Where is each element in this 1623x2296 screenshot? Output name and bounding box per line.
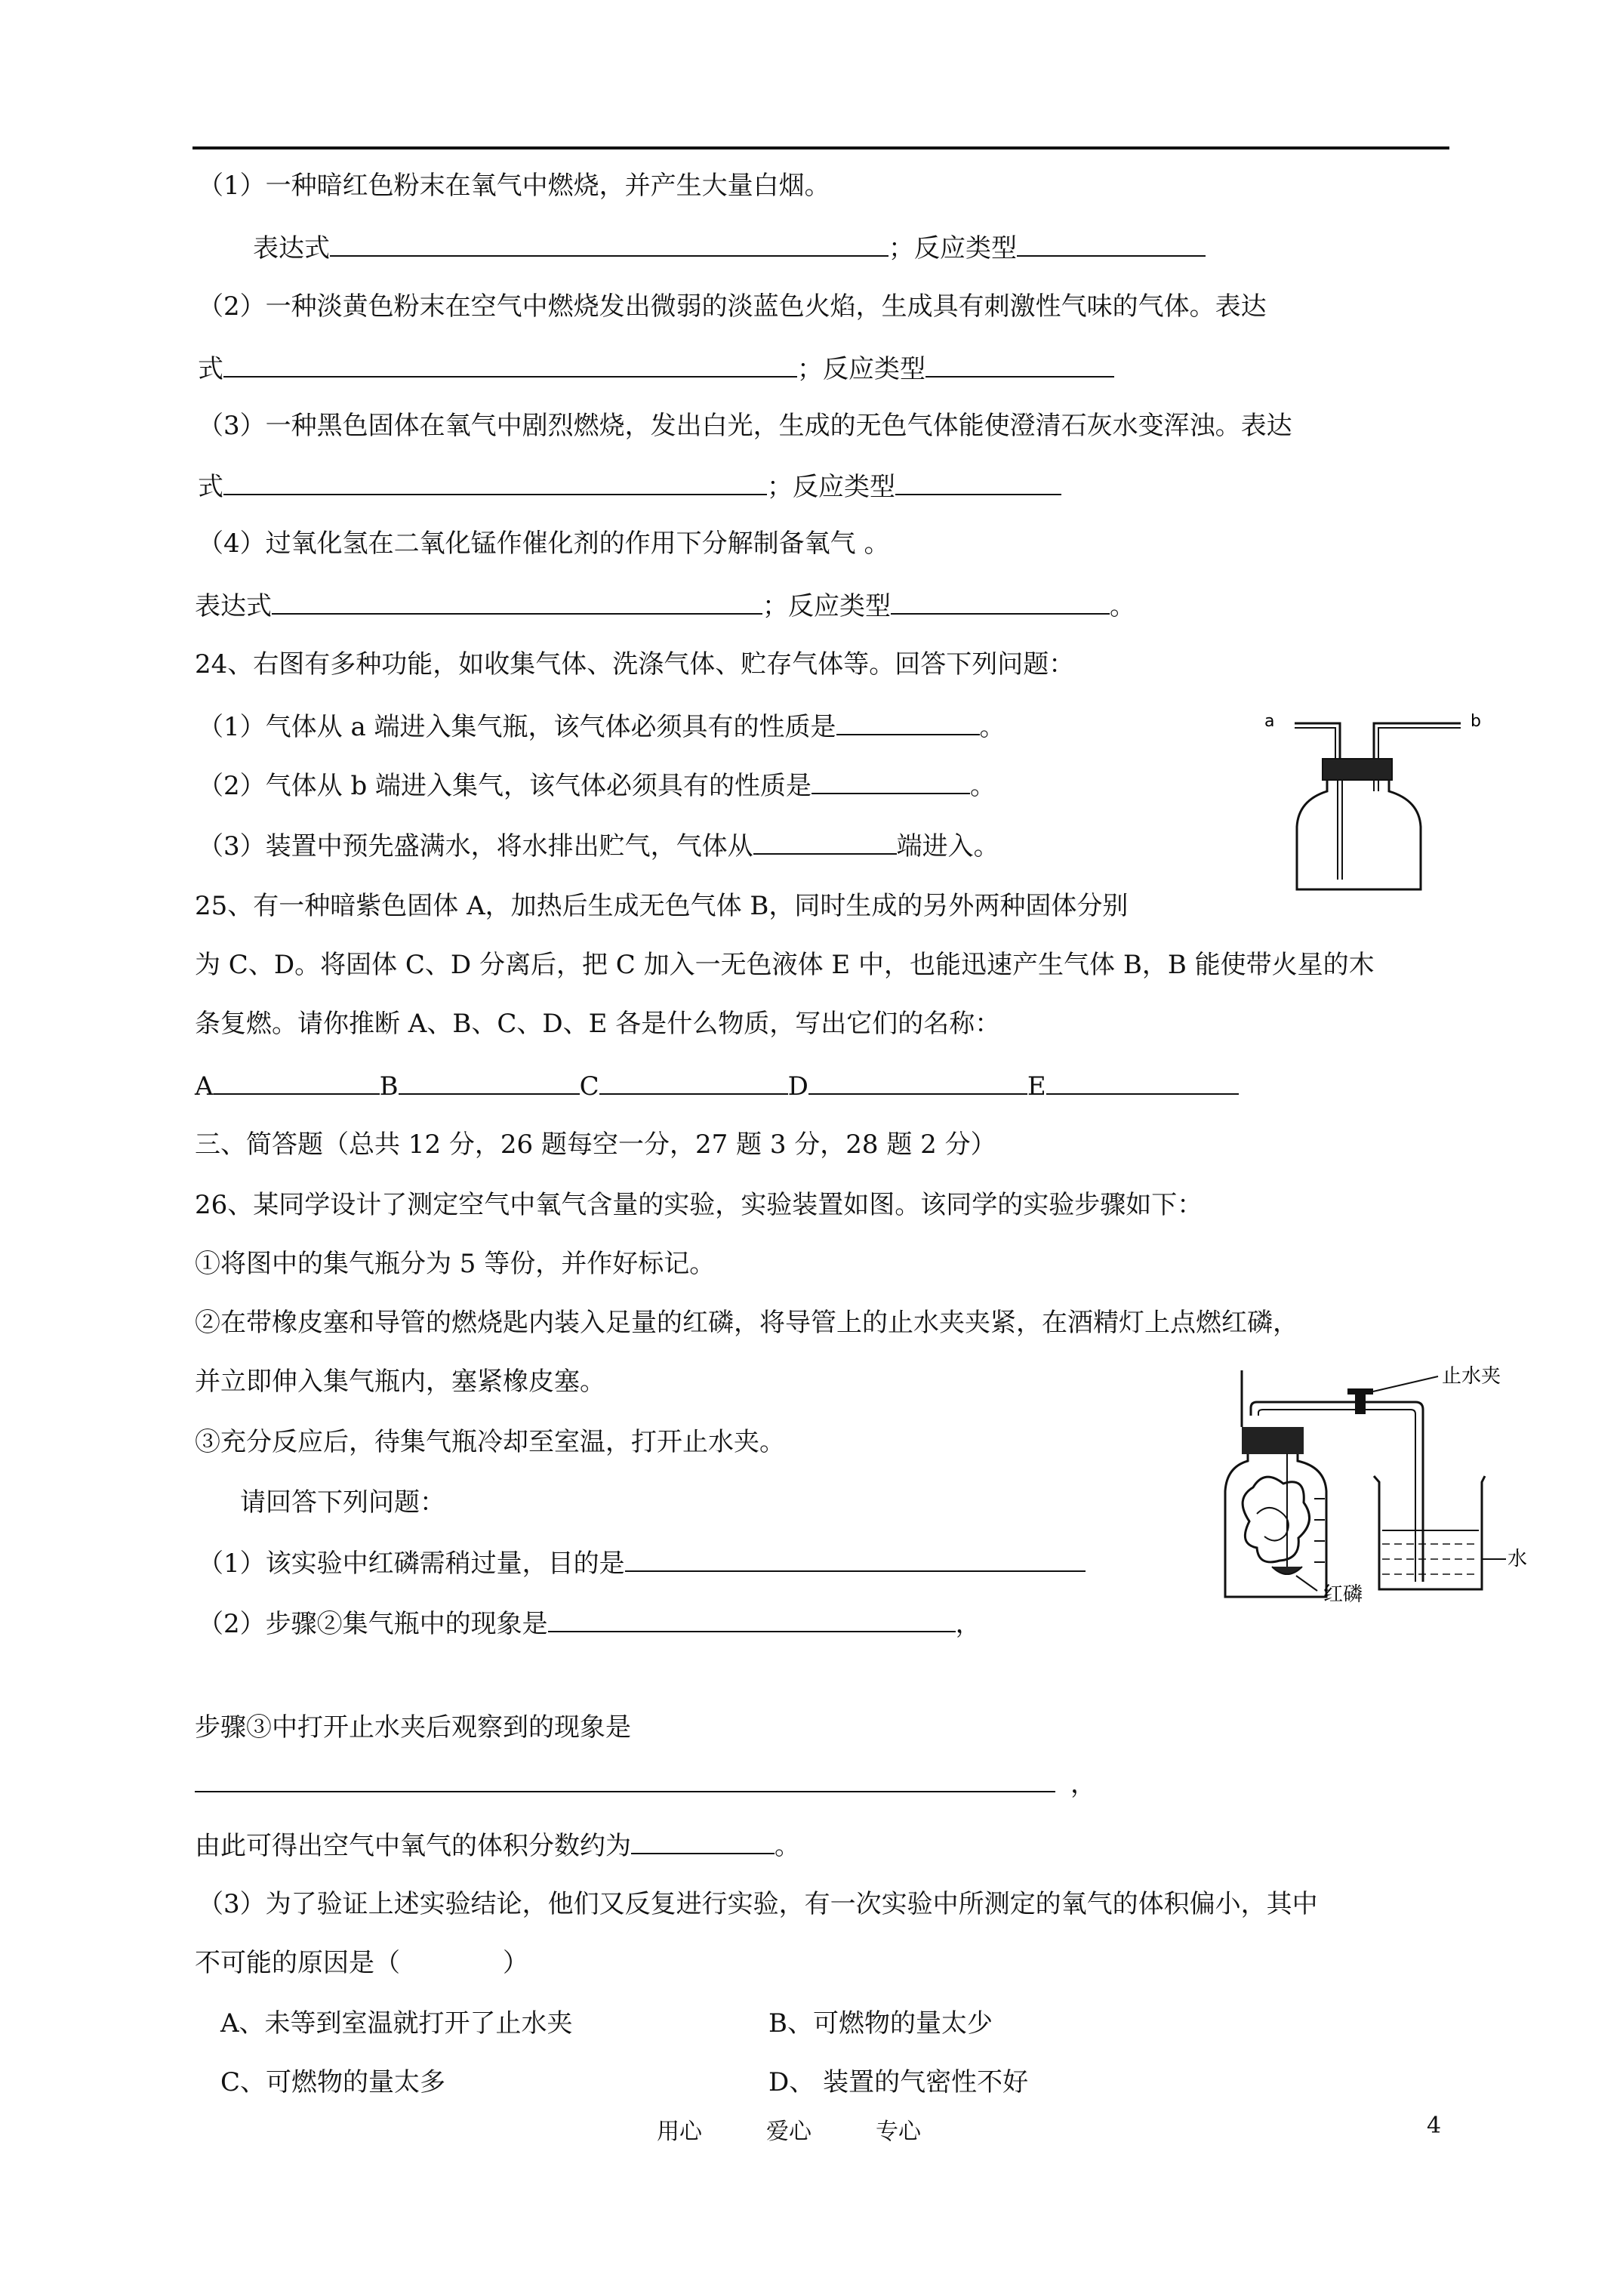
q24-sub3-text: （3）装置中预先盛满水，将水排出贮气，气体从 [198,831,753,861]
q25-line3: 条复燃。请你推断 A、B、C、D、E 各是什么物质，写出它们的名称： [195,1009,1001,1039]
port-b-label: b [1471,712,1481,731]
q23-part3: （3）一种黑色固体在氧气中剧烈燃烧，发出白光，生成的无色气体能使澄清石灰水变浑浊。表达 [198,411,1292,441]
comma: ， [1070,1769,1096,1799]
q24-sub2-text: （2）气体从 b 端进入集气，该气体必须具有的性质是 [198,771,812,801]
option-a[interactable]: A、未等到室温就打开了止水夹 [220,2008,573,2039]
q26-question2b-answer-line [195,1764,1096,1802]
answer-c-blank[interactable] [599,1066,788,1095]
q26-step2a: ②在带橡皮塞和导管的燃烧匙内装入足量的红磷，将导管上的止水夹夹紧，在酒精灯上点燃红磷， [195,1308,1298,1338]
phosphorus-label: 红磷 [1323,1583,1363,1606]
footer-motto-1: 用心 [657,2119,702,2145]
option-d[interactable]: D、 装置的气密性不好 [768,2067,1029,2097]
reaction-type-label: ；反应类型 [797,354,925,384]
reaction-type-label: ；反应类型 [767,472,895,502]
period: 。 [775,1831,800,1861]
q26-step1: ①将图中的集气瓶分为 5 等份，并作好标记。 [195,1249,716,1279]
expression-label: 表达式 [253,233,330,264]
answer-b-blank[interactable] [399,1066,580,1095]
period: 。 [970,771,996,801]
q26-question1-text: （1）该实验中红磷需稍过量，目的是 [198,1549,625,1579]
label-e: E [1027,1071,1046,1102]
q24-sub1-text: （1）气体从 a 端进入集气瓶，该气体必须具有的性质是 [198,712,836,742]
label-a: A [195,1071,214,1102]
q24-sub3 [198,826,999,864]
option-c[interactable]: C、可燃物的量太多 [220,2067,446,2097]
answer-blank[interactable] [836,707,980,735]
comma: ， [955,1609,981,1639]
q23-part4: （4）过氧化氢在二氧化锰作催化剂的作用下分解制备氧气 。 [198,529,890,559]
q26-question3a: （3）为了验证上述实验结论，他们又反复进行实验，有一次实验中所测定的氧气的体积偏小，其中 [198,1889,1318,1919]
q23-part4-answer-line [195,586,1135,624]
expression-blank[interactable] [223,349,797,378]
expression-blank[interactable] [330,228,888,257]
q26-question2c [195,1826,800,1864]
page-number: 4 [1427,2113,1442,2139]
label-d: D [787,1071,808,1102]
period: 。 [1110,591,1135,621]
answer-blank[interactable] [812,766,970,794]
answer-e-blank[interactable] [1046,1066,1239,1095]
reaction-type-blank[interactable] [895,467,1061,495]
q23-part1: （1）一种暗红色粉末在氧气中燃烧，并产生大量白烟。 [198,171,830,201]
q25-line1: 25、有一种暗紫色固体 A，加热后生成无色气体 B，同时生成的另外两种固体分别 [195,891,1129,921]
q25-answers [195,1066,1239,1105]
reaction-type-blank[interactable] [1017,228,1206,257]
expression-label: 式 [198,472,223,502]
answer-blank[interactable] [548,1604,956,1632]
answer-blank[interactable] [195,1764,1055,1792]
answer-blank[interactable] [631,1826,775,1854]
q26-question2 [198,1604,981,1642]
reaction-type-blank[interactable] [891,586,1110,615]
footer-motto-3: 专心 [876,2119,921,2145]
q26-question3b: 不可能的原因是（ ） [195,1948,528,1978]
period: 。 [979,712,1006,742]
q26-question2b: 步骤③中打开止水夹后观察到的现象是 [195,1712,631,1743]
section3-title: 三、简答题（总共 12 分，26 题每空一分，27 题 3 分，28 题 2 分） [195,1130,996,1160]
q24-sub3-tail: 端进入。 [896,831,999,861]
answer-blank[interactable] [753,826,897,855]
expression-blank[interactable] [223,467,767,495]
answer-a-blank[interactable] [214,1066,380,1095]
answer-d-blank[interactable] [808,1066,1027,1095]
reaction-type-blank[interactable] [925,349,1114,378]
expression-blank[interactable] [272,586,762,615]
reaction-type-label: ；反应类型 [888,233,1017,264]
option-b[interactable]: B、可燃物的量太少 [768,2008,993,2039]
q23-part1-answer-line [253,228,1206,267]
q26-step3: ③充分反应后，待集气瓶冷却至室温，打开止水夹。 [195,1427,785,1457]
q26-step2b: 并立即伸入集气瓶内，塞紧橡皮塞。 [195,1367,605,1397]
clamp-label: 止水夹 [1442,1365,1501,1388]
oxygen-apparatus-figure [1212,1340,1529,1612]
q26-question2-text: （2）步骤②集气瓶中的现象是 [198,1609,548,1639]
clamp-icon [1355,1391,1366,1414]
q24-stem: 24、右图有多种功能，如收集气体、洗涤气体、贮存气体等。回答下列问题： [195,649,1075,680]
gas-bottle-figure [1253,702,1495,898]
q26-prompt: 请回答下列问题： [240,1487,445,1518]
expression-label: 表达式 [195,591,272,621]
q23-part2-answer-line [198,349,1114,387]
q23-part2: （2）一种淡黄色粉末在空气中燃烧发出微弱的淡蓝色火焰，生成具有刺激性气味的气体。表达 [198,291,1267,322]
label-c: C [579,1071,599,1102]
footer-motto-2: 爱心 [766,2119,812,2145]
expression-label: 式 [198,354,223,384]
q25-line2: 为 C、D。将固体 C、D 分离后，把 C 加入一无色液体 E 中，也能迅速产生气体 B，B 能使带火星的木 [195,950,1375,980]
q26-question1 [198,1543,1086,1582]
label-b: B [379,1071,399,1102]
water-label: 水 [1508,1548,1528,1570]
port-a-label: a [1264,712,1275,731]
reaction-type-label: ；反应类型 [762,591,891,621]
q26-stem: 26、某同学设计了测定空气中氧气含量的实验，实验装置如图。该同学的实验步骤如下： [195,1190,1203,1220]
q23-part3-answer-line [198,467,1061,505]
answer-blank[interactable] [625,1543,1086,1572]
q26-question2c-text: 由此可得出空气中氧气的体积分数约为 [195,1831,631,1861]
header-rule [192,146,1449,149]
q24-sub2 [198,766,996,804]
q24-sub1 [198,707,1006,745]
